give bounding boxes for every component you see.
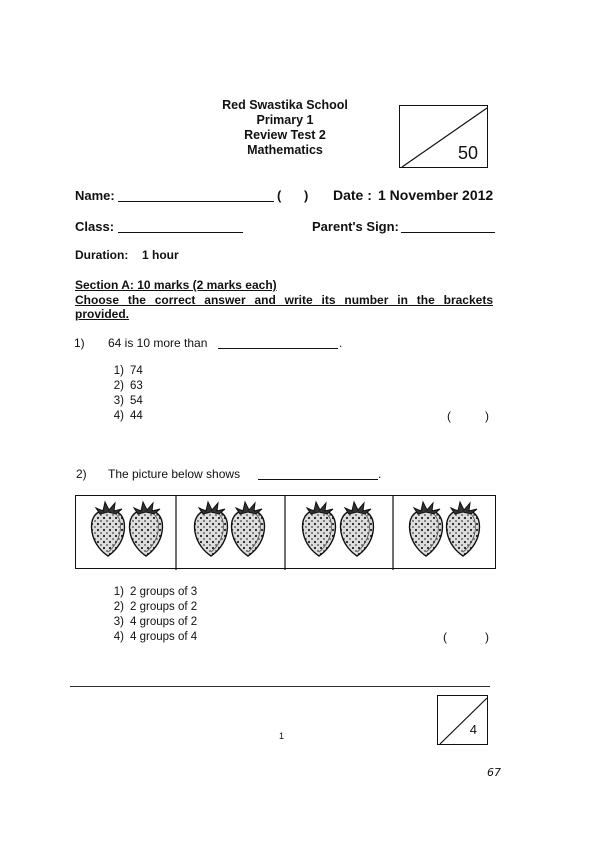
option [100,364,143,379]
option-text: 44 [130,410,143,422]
subject: Mathematics [247,143,323,157]
strawberry-icon [130,502,163,556]
page-score-box [437,695,488,745]
question-2-number: 2) [76,467,87,481]
option-number: 1) [113,586,124,598]
strawberry-group-2 [195,502,265,556]
question-1-options [100,364,143,424]
name-line[interactable] [118,201,274,202]
strawberry-icon [232,502,265,556]
option-number: 2) [113,380,124,392]
question-2-blank [258,479,378,480]
strawberry-group-1 [92,502,163,556]
option-text: 74 [130,365,143,377]
option [100,600,197,615]
option [100,394,143,409]
footer-divider [70,686,490,687]
option [100,379,143,394]
option-number: 3) [113,616,124,628]
name-label: Name: [75,188,115,203]
option [100,615,197,630]
option [100,585,197,600]
question-1-end: . [339,336,343,350]
class-label: Class: [75,219,115,234]
strawberry-groups [76,496,497,570]
question-1-number: 1) [74,336,85,350]
answer-bracket-1-close[interactable]: ) [485,409,489,423]
total-score-box [399,105,488,168]
register-bracket-open: ( [277,188,282,203]
option [100,409,143,424]
option-text: 2 groups of 3 [130,586,198,598]
question-1-text: 64 is 10 more than [108,336,208,350]
section-title: Section A: 10 marks (2 marks each) [75,278,277,292]
page-marks: 4 [469,722,477,737]
question-1-blank [218,348,338,349]
section-instruction: Choose the correct answer and write its number in the brackets provided. [75,293,493,321]
date-label: Date : [333,187,372,203]
answer-bracket-1-open[interactable]: ( [447,409,451,423]
option-number: 2) [113,601,124,613]
strawberry-icon [410,502,443,556]
strawberry-icon [303,502,336,556]
option-text: 4 groups of 4 [130,631,198,643]
date-value: 1 November 2012 [378,187,494,203]
strawberry-icon [195,502,228,556]
level: Primary 1 [256,113,314,127]
handwritten-number: 67 [487,766,501,779]
strawberry-group-4 [410,502,480,556]
option-text: 63 [130,380,143,392]
option-text: 54 [130,395,143,407]
question-2-text: The picture below shows [108,467,241,481]
option-number: 1) [113,365,124,377]
duration-label: Duration: [75,248,129,262]
strawberry-picture [75,495,496,569]
test-name: Review Test 2 [244,128,326,142]
total-marks: 50 [457,143,478,163]
option-text: 2 groups of 2 [130,601,198,613]
option-number: 4) [113,410,124,422]
parent-sign-line[interactable] [401,232,495,233]
option-text: 4 groups of 2 [130,616,198,628]
answer-bracket-2-close[interactable]: ) [485,630,489,644]
option-number: 4) [113,631,124,643]
register-bracket-close: ) [304,188,309,203]
class-line[interactable] [118,232,243,233]
strawberry-icon [447,502,480,556]
page-score-diagonal [438,696,489,746]
question-2-end: . [378,467,382,481]
strawberry-icon [341,502,374,556]
page-number: 1 [279,731,285,741]
option [100,630,197,645]
strawberry-icon [92,502,125,556]
answer-bracket-2-open[interactable]: ( [443,630,447,644]
question-2-options [100,585,197,645]
parent-sign-label: Parent's Sign: [312,219,399,234]
duration-value: 1 hour [142,248,179,262]
school-name: Red Swastika School [222,98,348,112]
option-number: 3) [113,395,124,407]
strawberry-group-3 [303,502,374,556]
